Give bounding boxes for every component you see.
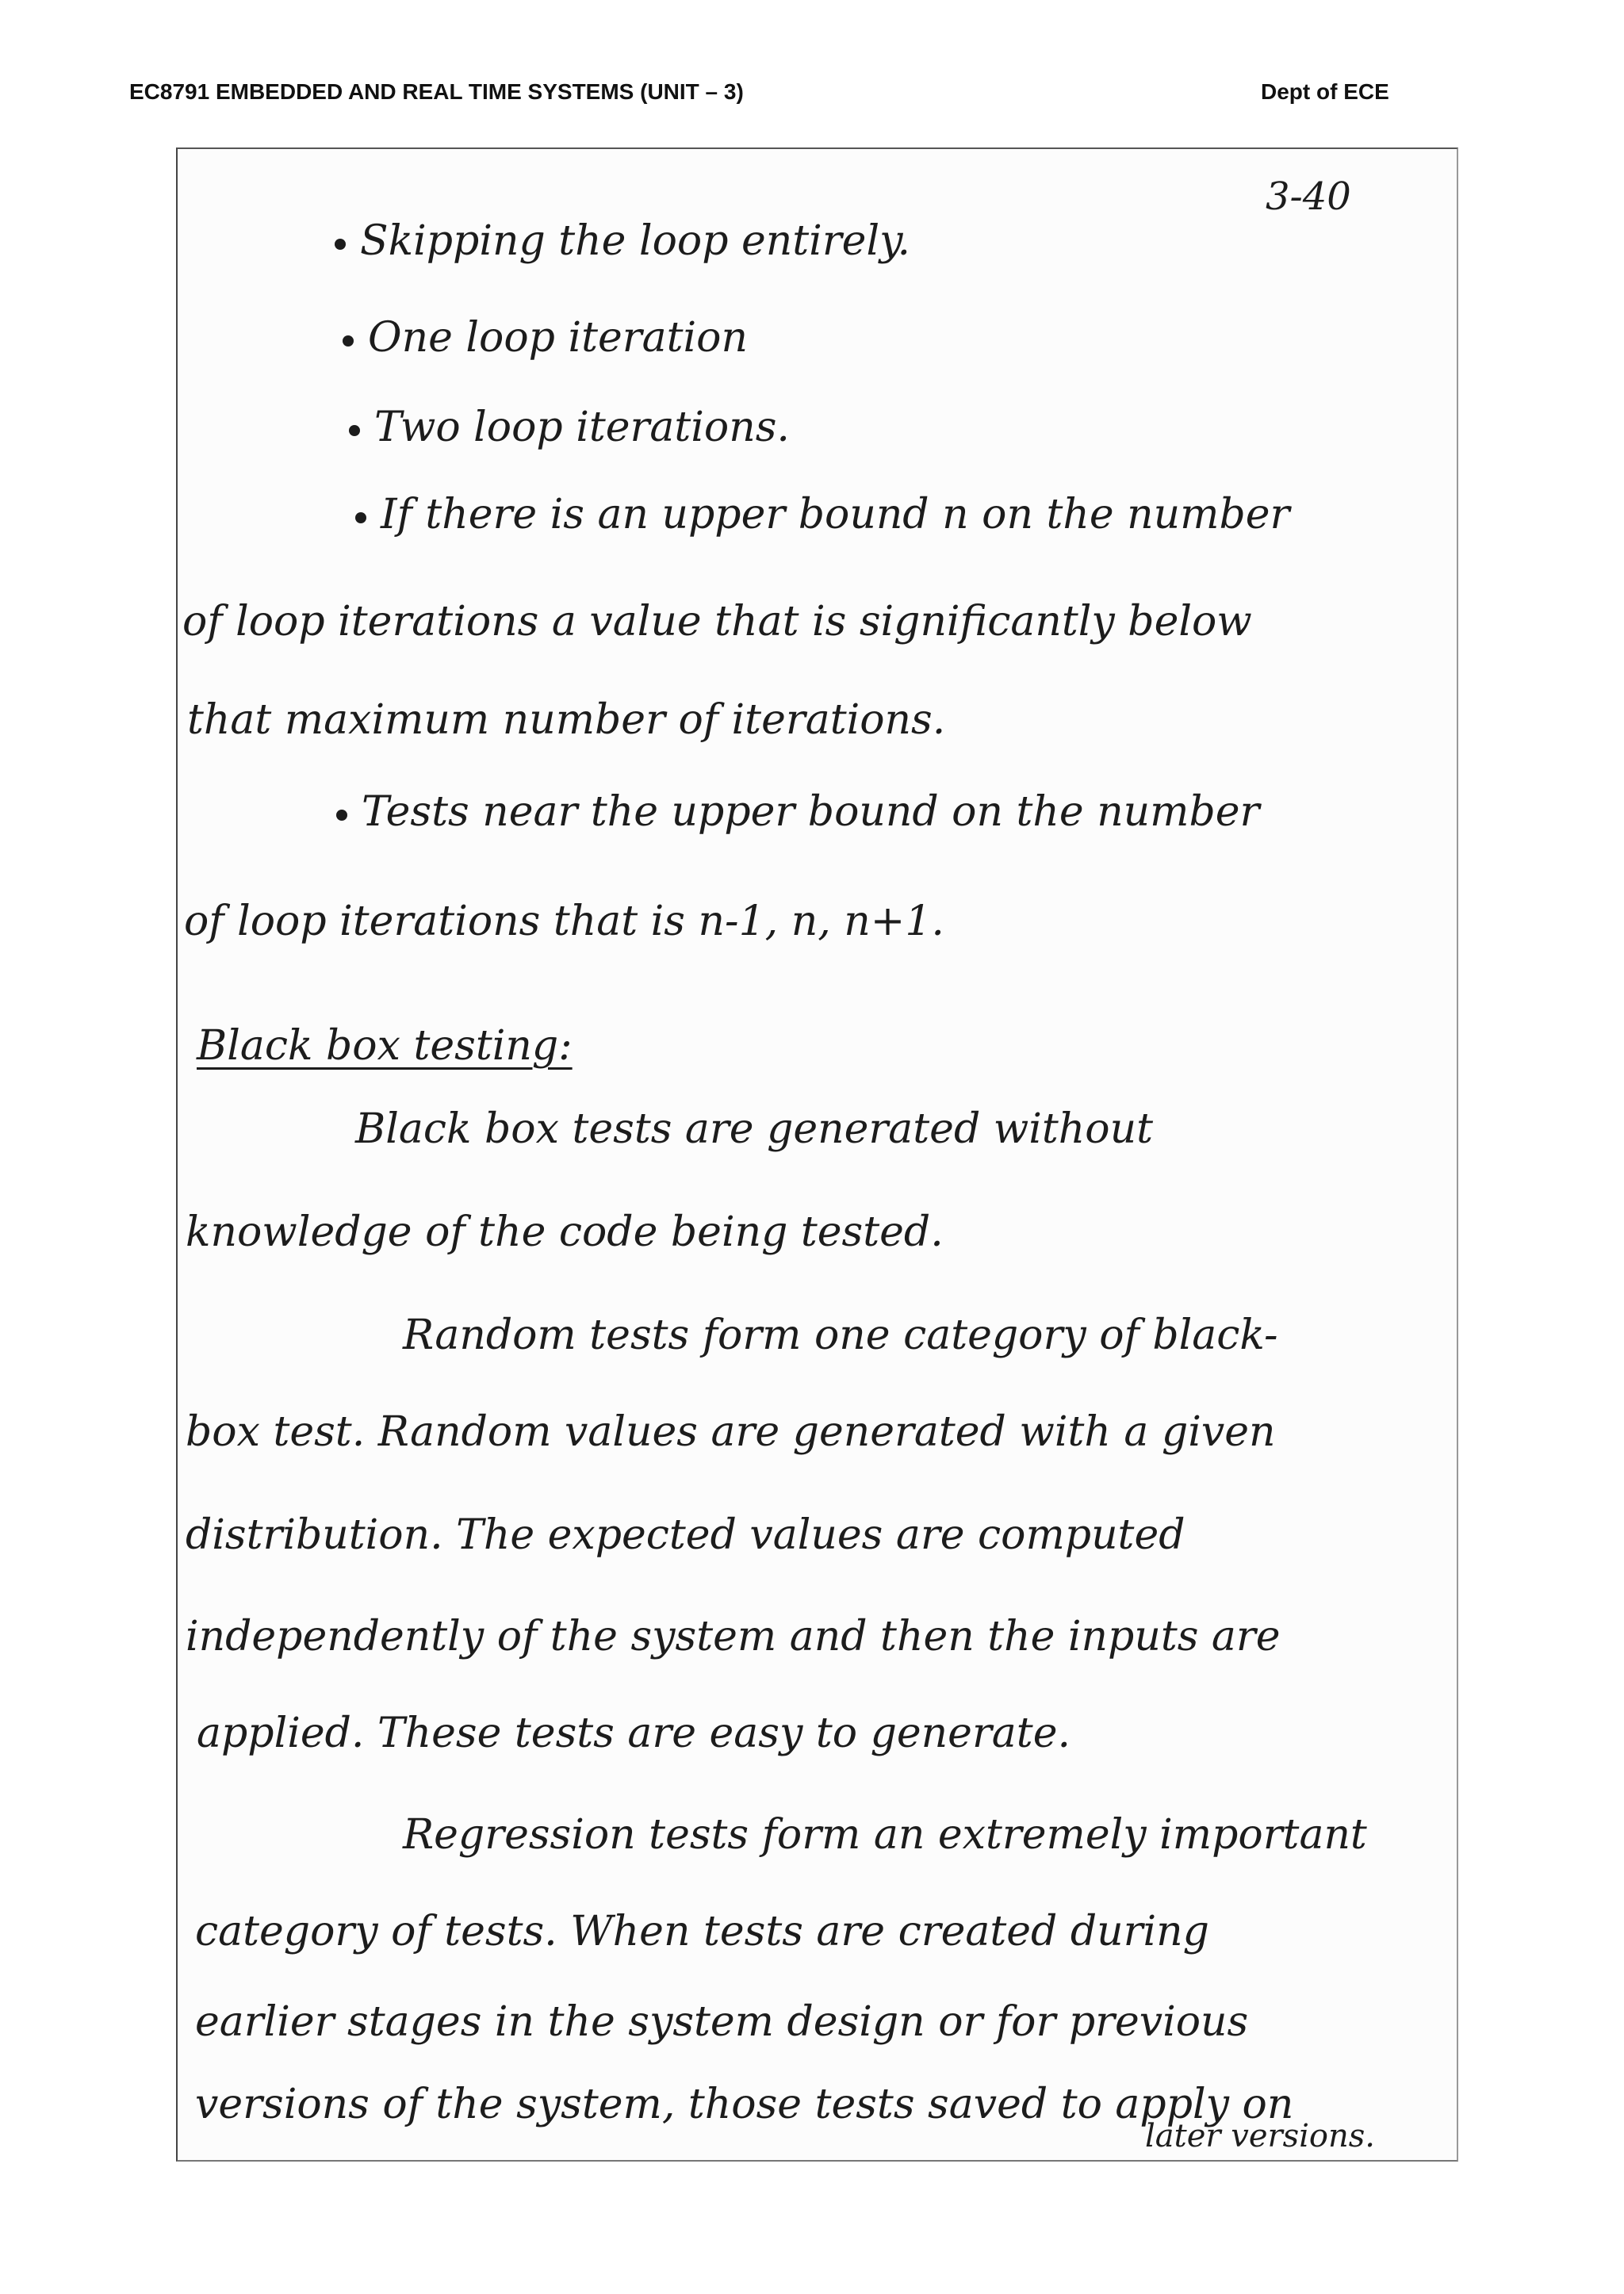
text-line: of loop iterations a value that is significantly below	[182, 598, 1252, 645]
text-line: versions of the system, those tests saved to apply on	[195, 2081, 1294, 2128]
text-line: later versions.	[1145, 2118, 1376, 2154]
text-line: of loop iterations that is n-1, n, n+1.	[184, 898, 944, 945]
text-line: independently of the system and then the inputs are	[186, 1613, 1281, 1660]
text-line: knowledge of the code being tested.	[186, 1208, 944, 1256]
text-line: that maximum number of iterations.	[187, 696, 946, 744]
text-line: Regression tests form an extremely important	[403, 1811, 1367, 1859]
header-department: Dept of ECE	[1261, 79, 1389, 104]
list-item: One loop iteration	[343, 317, 748, 358]
page-number: 3-40	[1266, 174, 1351, 219]
text-line: applied. These tests are easy to generate.	[197, 1710, 1071, 1757]
text-line: distribution. The expected values are computed	[186, 1511, 1185, 1559]
text-line: category of tests. When tests are created during	[195, 1908, 1209, 1955]
list-item: Tests near the upper bound on the number	[336, 791, 1259, 833]
section-heading: Black box testing:	[197, 1022, 573, 1070]
text-line: earlier stages in the system design or for previous	[195, 1998, 1249, 2046]
text-line: box test. Random values are generated with a given	[186, 1408, 1276, 1456]
list-item: If there is an upper bound n on the number	[355, 494, 1289, 535]
list-item: Two loop iterations.	[349, 407, 790, 448]
header-course-title: EC8791 EMBEDDED AND REAL TIME SYSTEMS (UNIT – 3)	[129, 79, 744, 104]
list-item: Skipping the loop entirely.	[335, 220, 910, 262]
handwritten-note-page	[176, 147, 1458, 2162]
text-line: Black box tests are generated without	[355, 1105, 1153, 1153]
text-line: Random tests form one category of black-	[403, 1312, 1278, 1359]
